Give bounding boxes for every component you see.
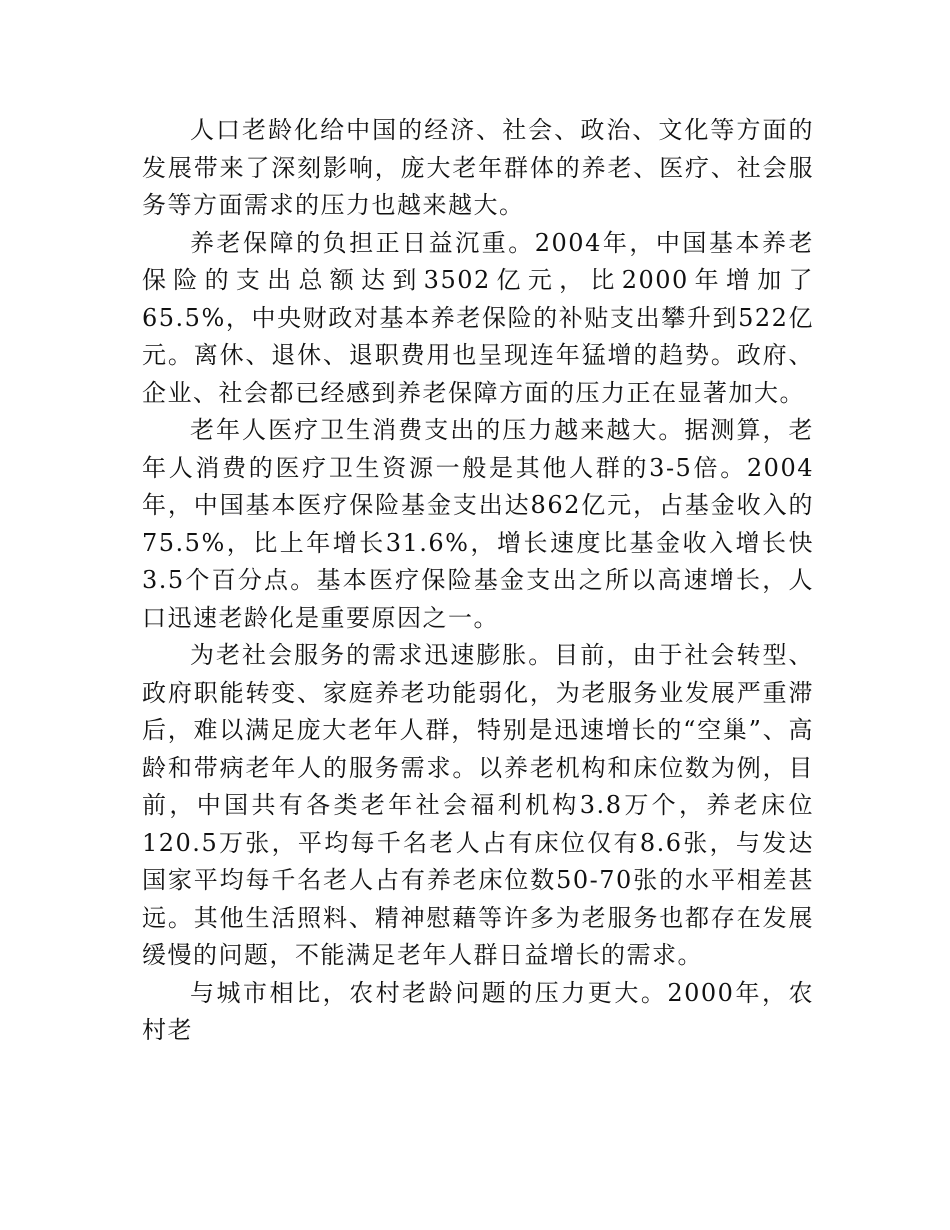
paragraph-pension-burden: 养老保障的负担正日益沉重。2004年，中国基本养老保险的支出总额达到3502亿元，比2000年增加了65.5%，中央财政对基本养老保险的补贴支出攀升到522亿元。离休、退休、退职费用也呈现连年猛增的趋势。政府、企业、社会都已经感到养老保障方面的压力正在显著加大。	[142, 228, 814, 407]
paragraph-aging-impact: 人口老龄化给中国的经济、社会、政治、文化等方面的发展带来了深刻影响，庞大老年群体的养老、医疗、社会服务等方面需求的压力也越来越大。	[142, 116, 814, 219]
paragraph-rural-aging: 与城市相比，农村老龄问题的压力更大。2000年，农村老	[142, 978, 814, 1044]
document-page	[142, 112, 814, 1050]
paragraph-medical-expenditure: 老年人医疗卫生消费支出的压力越来越大。据测算，老年人消费的医疗卫生资源一般是其他人群的3-5倍。2004年，中国基本医疗保险基金支出达862亿元，占基金收入的75.5%，比上年增长31.6%，增长速度比基金收入增长快3.5个百分点。基本医疗保险基金支出之所以高速增长，人口迅速老龄化是重要原因之一。	[142, 416, 814, 632]
paragraph-social-services: 为老社会服务的需求迅速膨胀。目前，由于社会转型、政府职能转变、家庭养老功能弱化，为老服务业发展严重滞后，难以满足庞大老年人群，特别是迅速增长的“空巢”、高龄和带病老年人的服务需求。以养老机构和床位数为例，目前，中国共有各类老年社会福利机构3.8万个，养老床位120.5万张，平均每千名老人占有床位仅有8.6张，与发达国家平均每千名老人占有养老床位数50-70张的水平相差甚远。其他生活照料、精神慰藉等许多为老服务也都存在发展缓慢的问题，不能满足老年人群日益增长的需求。	[142, 641, 814, 969]
